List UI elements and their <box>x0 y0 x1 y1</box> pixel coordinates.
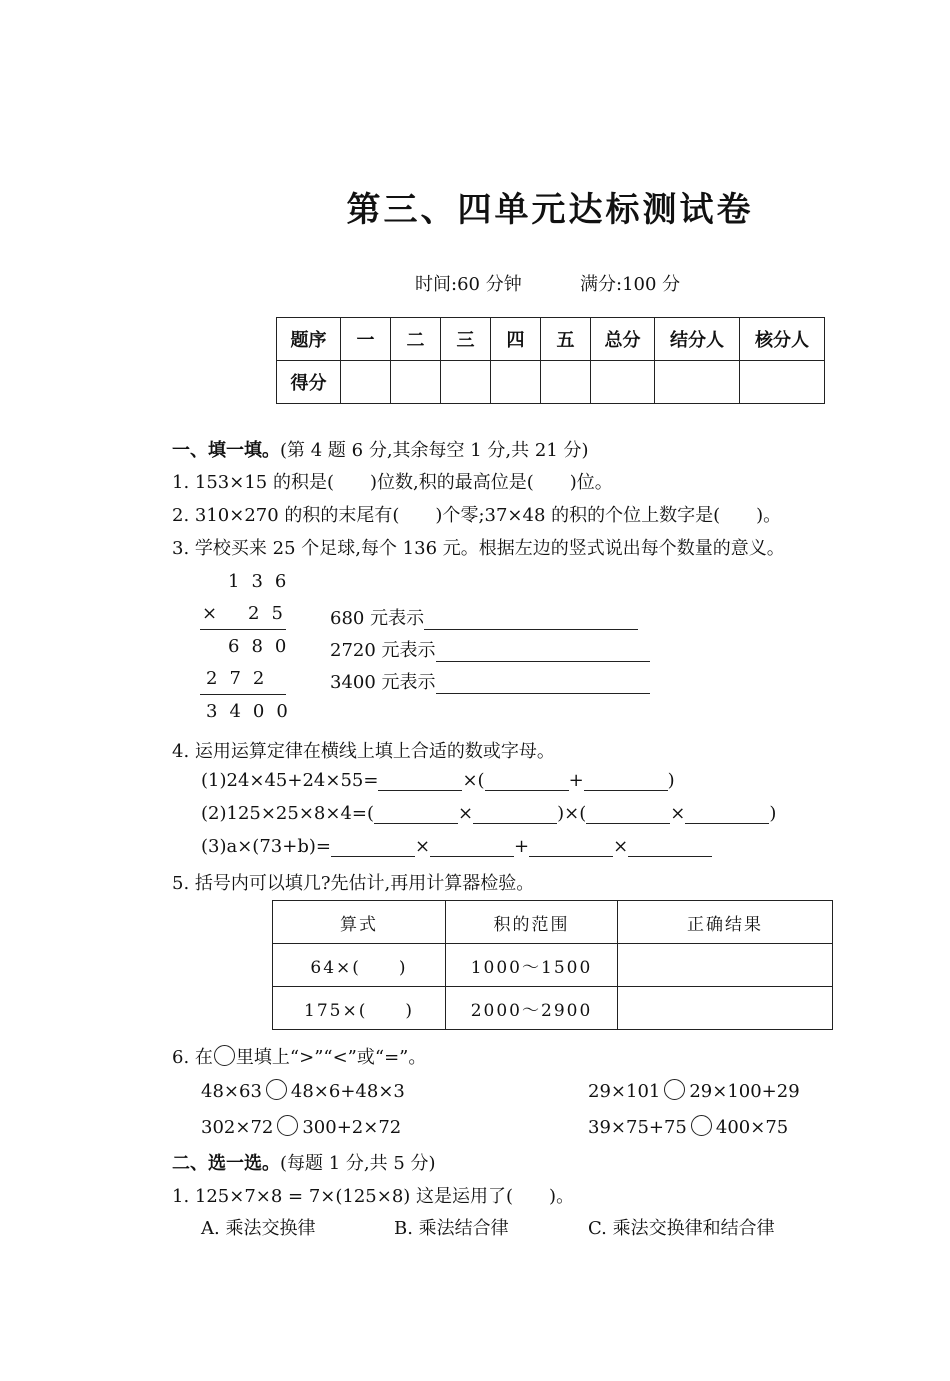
vertical-divider <box>200 629 286 630</box>
estimate-header-cell: 正确结果 <box>618 901 833 944</box>
q3-answer-line-2 <box>330 636 650 662</box>
question-5: 5. 括号内可以填几?先估计,再用计算器检验。 <box>172 873 535 894</box>
vertical-divider <box>200 694 286 695</box>
estimate-cell: 2000～2900 <box>446 987 618 1030</box>
vertical-row-1: 136 <box>228 571 299 592</box>
q4-part-2 <box>201 803 776 824</box>
time-limit: 时间:60 分钟 <box>415 274 522 295</box>
page-title: 第三、四单元达标测试卷 <box>346 190 754 230</box>
answer-line[interactable] <box>436 675 650 694</box>
compare-left: 48×63 <box>201 1081 262 1102</box>
estimate-header-cell: 积的范围 <box>446 901 618 944</box>
question-6 <box>172 1043 426 1069</box>
question-2: 2. 310×270 的积的末尾有( )个零;37×48 的积的个位上数字是( )。 <box>172 505 782 526</box>
estimate-cell: 64×( ) <box>273 944 446 987</box>
section-2-note: (每题 1 分,共 5 分) <box>280 1153 436 1174</box>
q3-answer-line-1 <box>330 604 638 630</box>
compare-right: 400×75 <box>715 1117 789 1138</box>
score-cell[interactable] <box>441 361 491 404</box>
compare-circle[interactable] <box>266 1079 287 1100</box>
compare-item <box>201 1115 401 1138</box>
q4-part-3 <box>201 836 712 857</box>
q4-text: (3)a×(73+b)= <box>201 836 331 857</box>
q4-text: ) <box>667 770 675 791</box>
q6-text: 里填上“>”“<”或“=”。 <box>235 1047 427 1068</box>
answer-line[interactable] <box>436 643 650 662</box>
score-table-header-row <box>277 318 825 361</box>
q4-part-1 <box>201 770 675 791</box>
vertical-row-2: 25 <box>248 603 295 624</box>
answer-line[interactable] <box>424 611 638 630</box>
answer-line[interactable] <box>485 772 569 791</box>
score-cell[interactable] <box>655 361 740 404</box>
question-4: 4. 运用运算定律在横线上填上合适的数或字母。 <box>172 741 555 762</box>
q4-text: ) <box>769 803 777 824</box>
section-2-question-1: 1. 125×7×8 = 7×(125×8) 这是运用了( )。 <box>172 1186 575 1207</box>
score-cell[interactable] <box>541 361 591 404</box>
q4-text: × <box>613 836 629 857</box>
score-header-cell: 三 <box>441 318 491 361</box>
score-header-cell: 总分 <box>591 318 655 361</box>
score-header-cell: 二 <box>391 318 441 361</box>
score-table-score-row <box>277 361 825 404</box>
score-header-cell: 一 <box>341 318 391 361</box>
compare-item <box>201 1079 405 1102</box>
answer-line[interactable] <box>586 805 670 824</box>
full-score: 满分:100 分 <box>580 274 681 295</box>
estimate-row <box>273 944 833 987</box>
answer-line[interactable] <box>430 838 514 857</box>
compare-left: 29×101 <box>588 1081 661 1102</box>
answer-line[interactable] <box>685 805 769 824</box>
q3-answer-line-3 <box>330 668 650 694</box>
q4-text: + <box>514 836 530 857</box>
compare-circle[interactable] <box>664 1079 685 1100</box>
score-header-cell: 四 <box>491 318 541 361</box>
section-2-title: 二、选一选。 <box>172 1153 280 1174</box>
answer-line[interactable] <box>378 772 462 791</box>
score-cell[interactable] <box>740 361 825 404</box>
section-1-heading <box>172 436 589 462</box>
compare-right: 48×6+48×3 <box>290 1081 405 1102</box>
answer-line[interactable] <box>529 838 613 857</box>
answer-line[interactable] <box>374 805 458 824</box>
score-header-cell: 核分人 <box>740 318 825 361</box>
compare-item <box>588 1079 800 1102</box>
score-cell[interactable] <box>341 361 391 404</box>
question-3: 3. 学校买来 25 个足球,每个 136 元。根据左边的竖式说出每个数量的意义。 <box>172 538 785 559</box>
estimate-header-cell: 算式 <box>273 901 446 944</box>
vertical-row-3: 680 <box>228 636 299 657</box>
estimate-answer-cell[interactable] <box>618 944 833 987</box>
answer-line[interactable] <box>584 772 668 791</box>
score-header-cell: 题序 <box>277 318 341 361</box>
q6-text: 6. 在 <box>172 1047 213 1068</box>
q4-text: × <box>414 836 431 857</box>
score-table <box>276 317 825 404</box>
compare-left: 302×72 <box>201 1117 274 1138</box>
q4-text: + <box>568 770 584 791</box>
compare-item <box>588 1115 788 1138</box>
estimate-cell: 175×( ) <box>273 987 446 1030</box>
q4-text: ×( <box>462 770 485 791</box>
compare-right: 300+2×72 <box>302 1117 402 1138</box>
score-header-cell: 结分人 <box>655 318 740 361</box>
vertical-operator: × <box>202 603 230 624</box>
vertical-row-5: 3400 <box>206 701 300 722</box>
option-c[interactable]: C. 乘法交换律和结合律 <box>588 1218 775 1239</box>
q4-text: (2)125×25×8×4=( <box>201 803 375 824</box>
score-cell[interactable] <box>391 361 441 404</box>
score-cell[interactable] <box>491 361 541 404</box>
q4-text: )×( <box>557 803 587 824</box>
estimate-table <box>272 900 833 1030</box>
answer-line[interactable] <box>331 838 415 857</box>
section-2-heading <box>172 1149 436 1175</box>
q3-answer-label: 680 元表示 <box>330 608 425 629</box>
estimate-cell: 1000～1500 <box>446 944 618 987</box>
vertical-row-4: 272 <box>206 668 277 689</box>
q3-answer-label: 3400 元表示 <box>330 672 436 693</box>
q3-answer-label: 2720 元表示 <box>330 640 436 661</box>
estimate-row <box>273 987 833 1030</box>
q4-text: × <box>458 803 474 824</box>
option-a[interactable]: A. 乘法交换律 <box>201 1218 316 1239</box>
compare-circle[interactable] <box>691 1115 712 1136</box>
score-cell[interactable] <box>591 361 655 404</box>
q4-text: × <box>670 803 686 824</box>
section-1-title: 一、填一填。 <box>172 440 280 461</box>
compare-right: 29×100+29 <box>689 1081 800 1102</box>
circle-icon <box>214 1045 235 1066</box>
score-row-label: 得分 <box>277 361 341 404</box>
estimate-header-row <box>273 901 833 944</box>
q4-text: (1)24×45+24×55= <box>201 770 379 791</box>
compare-circle[interactable] <box>277 1115 298 1136</box>
option-b[interactable]: B. 乘法结合律 <box>394 1218 509 1239</box>
score-header-cell: 五 <box>541 318 591 361</box>
question-1: 1. 153×15 的积是( )位数,积的最高位是( )位。 <box>172 472 613 493</box>
estimate-answer-cell[interactable] <box>618 987 833 1030</box>
answer-line[interactable] <box>628 838 712 857</box>
compare-left: 39×75+75 <box>588 1117 687 1138</box>
answer-line[interactable] <box>473 805 557 824</box>
section-1-note: (第 4 题 6 分,其余每空 1 分,共 21 分) <box>280 440 589 461</box>
